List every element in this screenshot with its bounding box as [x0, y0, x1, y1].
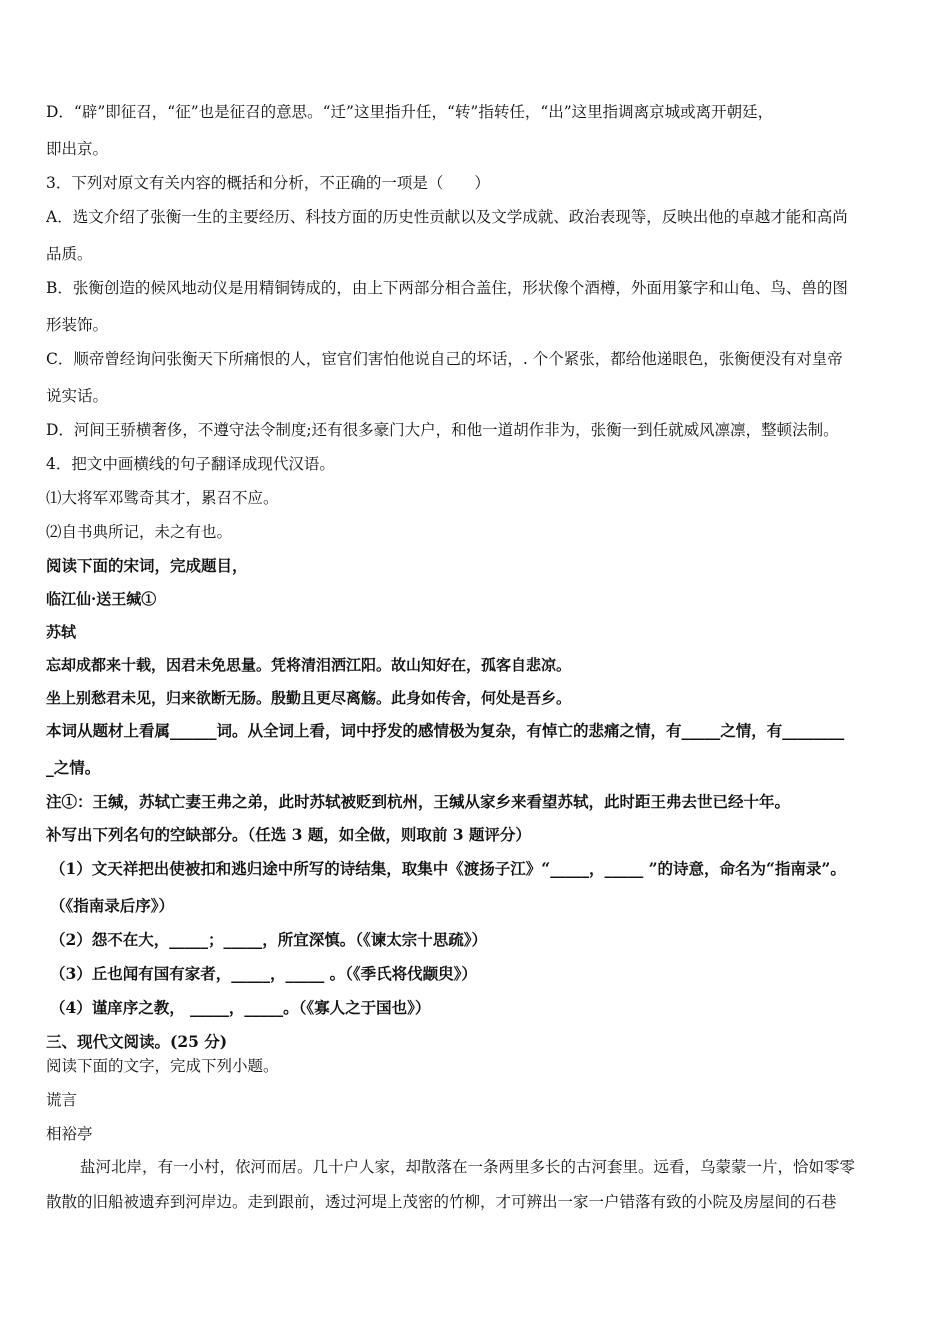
poem-section-instruction: 阅读下面的宋词，完成题目，	[46, 556, 248, 575]
fill-blank-item-1: （1）文天祥把出使被扣和逃归途中所写的诗结集，取集中《渡扬子江》“_____，_____ ”的诗意，命名为“指南录”。	[50, 859, 846, 878]
article-paragraph-line-1: 盐河北岸，有一小村，依河而居。几十户人家，却散落在一条两里多长的古河套里。远看，乌蒙蒙一片，恰如零零	[80, 1158, 856, 1176]
poem-author: 苏轼	[46, 623, 77, 641]
poem-question-line-2: _之情。	[46, 758, 101, 777]
reading-instruction: 阅读下面的文字，完成下列小题。	[46, 1057, 279, 1075]
poem-question-line-1: 本词从题材上看属______词。从全词上看，词中抒发的感情极为复杂，有悼亡的悲痛之情，有_____之情，有________	[46, 721, 845, 740]
translation-item-1: ⑴大将军邓骘奇其才，累召不应。	[46, 489, 279, 507]
option-b-line-1: B．张衡创造的候风地动仪是用精铜铸成的，由上下两部分相合盖住，形状像个酒樽，外面用篆字和山龟、鸟、兽的图	[46, 279, 848, 297]
section-three-heading: 三、现代文阅读。(25 分)	[46, 1032, 228, 1051]
question-3-stem: 3．下列对原文有关内容的概括和分析，不正确的一项是（ ）	[46, 174, 490, 192]
option-c-line-1: C．顺帝曾经询问张衡天下所痛恨的人，宦官们害怕他说自己的坏话，. 个个紧张，都给他递眼色，张衡便没有对皇帝	[46, 350, 843, 368]
option-c-line-2: 说实话。	[46, 387, 109, 405]
fill-blank-item-2: （2）怨不在大，_____；_____，所宜深慎。（《谏太宗十思疏》）	[50, 930, 488, 949]
fill-blank-instruction: 补写出下列名句的空缺部分。（任选 3 题，如全做，则取前 3 题评分）	[46, 825, 531, 844]
fill-blank-item-3: （3）丘也闻有国有家者，_____，_____ 。（《季氏将伐颛臾》）	[50, 964, 477, 983]
option-a-line-2: 品质。	[46, 245, 93, 263]
article-paragraph-line-2: 散散的旧船被遗弃到河岸边。走到跟前，透过河堤上茂密的竹柳，才可辨出一家一户错落有致的小院及房屋间的石巷	[46, 1193, 837, 1211]
fill-blank-item-4: （4）谨庠序之教， _____，_____。（《寡人之于国也》）	[50, 998, 431, 1017]
poem-footnote: 注①：王缄，苏轼亡妻王弗之弟，此时苏轼被贬到杭州，王缄从家乡来看望苏轼，此时距王弗去世已经十年。	[46, 792, 791, 811]
fill-blank-item-1-source: （《指南录后序》）	[50, 896, 175, 915]
option-b-line-2: 形装饰。	[46, 316, 109, 334]
option-d-line-2: 即出京。	[46, 140, 109, 158]
option-a-line-1: A．选文介绍了张衡一生的主要经历、科技方面的历史性贡献以及文学成就、政治表现等，反映出他的卓越才能和高尚	[46, 208, 848, 226]
option-d2-line: D．河间王骄横奢侈，不遵守法令制度;还有很多豪门大户，和他一道胡作非为，张衡一到任就威风凛凛，整顿法制。	[46, 421, 839, 439]
translation-item-2: ⑵自书典所记，未之有也。	[46, 523, 233, 541]
question-4-stem: 4．把文中画横线的句子翻译成现代汉语。	[46, 455, 335, 473]
poem-stanza-2: 坐上别愁君未见，归来欲断无肠。殷勤且更尽离觞。此身如传舍，何处是吾乡。	[46, 689, 572, 707]
poem-title: 临江仙·送王缄①	[46, 590, 157, 608]
poem-stanza-1: 忘却成都来十载，因君未免思量。凭将清泪洒江阳。故山知好在，孤客自悲凉。	[46, 656, 572, 674]
article-author: 相裕亭	[46, 1125, 93, 1143]
article-title: 谎言	[46, 1091, 78, 1109]
option-d-line-1: D．“辟”即征召，“征”也是征召的意思。“迁”这里指升任，“转”指转任，“出”这里指调离京城或离开朝廷，	[46, 103, 774, 121]
